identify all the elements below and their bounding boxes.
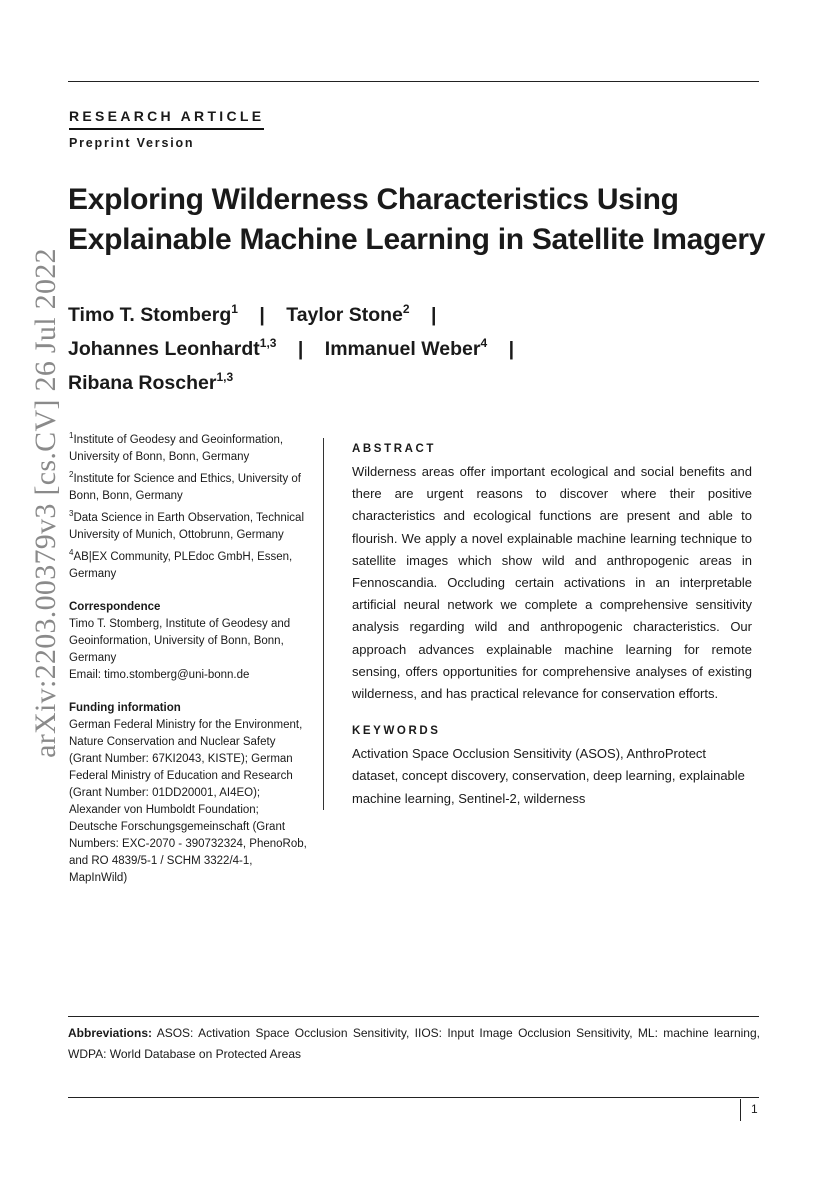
footer-rule — [68, 1097, 759, 1098]
author-separator: | — [431, 304, 437, 326]
affiliation-text: Institute for Science and Ethics, University of Bonn, Bonn, Germany — [69, 473, 301, 502]
affiliation-number: 1 — [69, 431, 74, 440]
affiliation-text: Institute of Geodesy and Geoinformation, University of Bonn, Bonn, Germany — [69, 434, 284, 463]
author-affiliation-mark: 2 — [402, 302, 410, 316]
article-type-label: RESEARCH ARTICLE — [69, 108, 264, 130]
affiliation — [69, 471, 309, 505]
keywords-text: Activation Space Occlusion Sensitivity (ASOS), AnthroProtect dataset, concept discovery, conservation, deep learning, explainable machine learning, Sentinel-2, wilderness — [352, 746, 745, 806]
affiliation-number: 4 — [69, 548, 74, 557]
correspondence-email: Email: timo.stomberg@uni-bonn.de — [69, 669, 250, 681]
affiliation — [69, 510, 309, 544]
affiliation — [69, 549, 309, 583]
author-name: Johannes Leonhardt — [68, 338, 260, 360]
affiliation — [69, 432, 309, 466]
correspondence-text: Timo T. Stomberg, Institute of Geodesy and Geoinformation, University of Bonn, Bonn, Germany — [69, 618, 291, 664]
author-affiliation-mark: 1,3 — [216, 370, 234, 384]
abstract-text: Wilderness areas offer important ecological and social benefits and there are urgent reasons to discover where their positive characteristics and ecological functions are present and able to flourish. We apply a novel explainable machine learning technique to satellite images which show wild and anthropogenic areas in Fennoscandia. Occluding certain activations in an interpretable artificial neural network we complete a comprehensive sensitivity analysis regarding wild and anthropogenic characteristics. Our approach advances explainable machine learning for remote sensing, offers opportunities for comprehensive analyses of existing wilderness, and has practical relevance for conservation efforts. — [352, 464, 752, 702]
affiliation-text: AB|EX Community, PLEdoc GmbH, Essen, Germany — [69, 551, 293, 580]
abstract-heading: ABSTRACT — [352, 443, 437, 455]
sidebar-info — [69, 432, 309, 887]
author-affiliation-mark: 4 — [480, 336, 488, 350]
keywords-heading: KEYWORDS — [352, 725, 441, 738]
correspondence-heading: Correspondence — [69, 601, 161, 613]
author-separator: | — [259, 304, 265, 326]
author-separator: | — [508, 338, 515, 360]
abbreviations-rule — [68, 1016, 759, 1017]
arxiv-stamp: arXiv:2203.00379v3 [cs.CV] 26 Jul 2022 — [29, 248, 62, 758]
abbreviations-text: ASOS: Activation Space Occlusion Sensitivity, IIOS: Input Image Occlusion Sensitivity, ML: machine learning, WDPA: World Database on Protected Areas — [68, 1026, 760, 1061]
abbreviations — [68, 1023, 760, 1064]
author-affiliation-mark: 1 — [231, 302, 238, 316]
author-name: Taylor Stone — [286, 304, 403, 326]
author-separator: | — [297, 338, 304, 360]
author-affiliation-mark: 1,3 — [259, 336, 277, 350]
column-divider — [323, 438, 324, 810]
affiliation-number: 3 — [69, 509, 74, 518]
author-list — [68, 298, 768, 400]
affiliation-number: 2 — [69, 470, 74, 479]
paper-title: Exploring Wilderness Characteristics Using Explainable Machine Learning in Satellite Imagery — [68, 183, 766, 256]
funding-heading: Funding information — [69, 702, 181, 714]
page-number-divider — [740, 1099, 741, 1121]
author-name: Timo T. Stomberg — [68, 304, 232, 326]
author-name: Ribana Roscher — [68, 372, 217, 394]
version-label: Preprint Version — [69, 136, 195, 150]
abstract-column — [352, 443, 752, 810]
top-rule — [68, 81, 759, 82]
affiliation-text: Data Science in Earth Observation, Technical University of Munich, Ottobrunn, Germany — [69, 512, 305, 541]
author-name: Immanuel Weber — [324, 338, 481, 360]
abbreviations-label: Abbreviations: — [68, 1026, 153, 1040]
funding-text: German Federal Ministry for the Environment, Nature Conservation and Nuclear Safety (Grant Number: 67KI2043, KISTE); German Federal Ministry of Education and Research (Grant Number: 01DD20001, AI4EO); Alexander von Humboldt Foundation; Deutsche Forschungsgemeinschaft (Grant Numbers: EXC-2070 - 390732324, PhenoRob, and RO 4839/5-1 / SCHM 3322/4-1, MapInWild) — [69, 719, 307, 884]
page-number: 1 — [751, 1102, 758, 1116]
